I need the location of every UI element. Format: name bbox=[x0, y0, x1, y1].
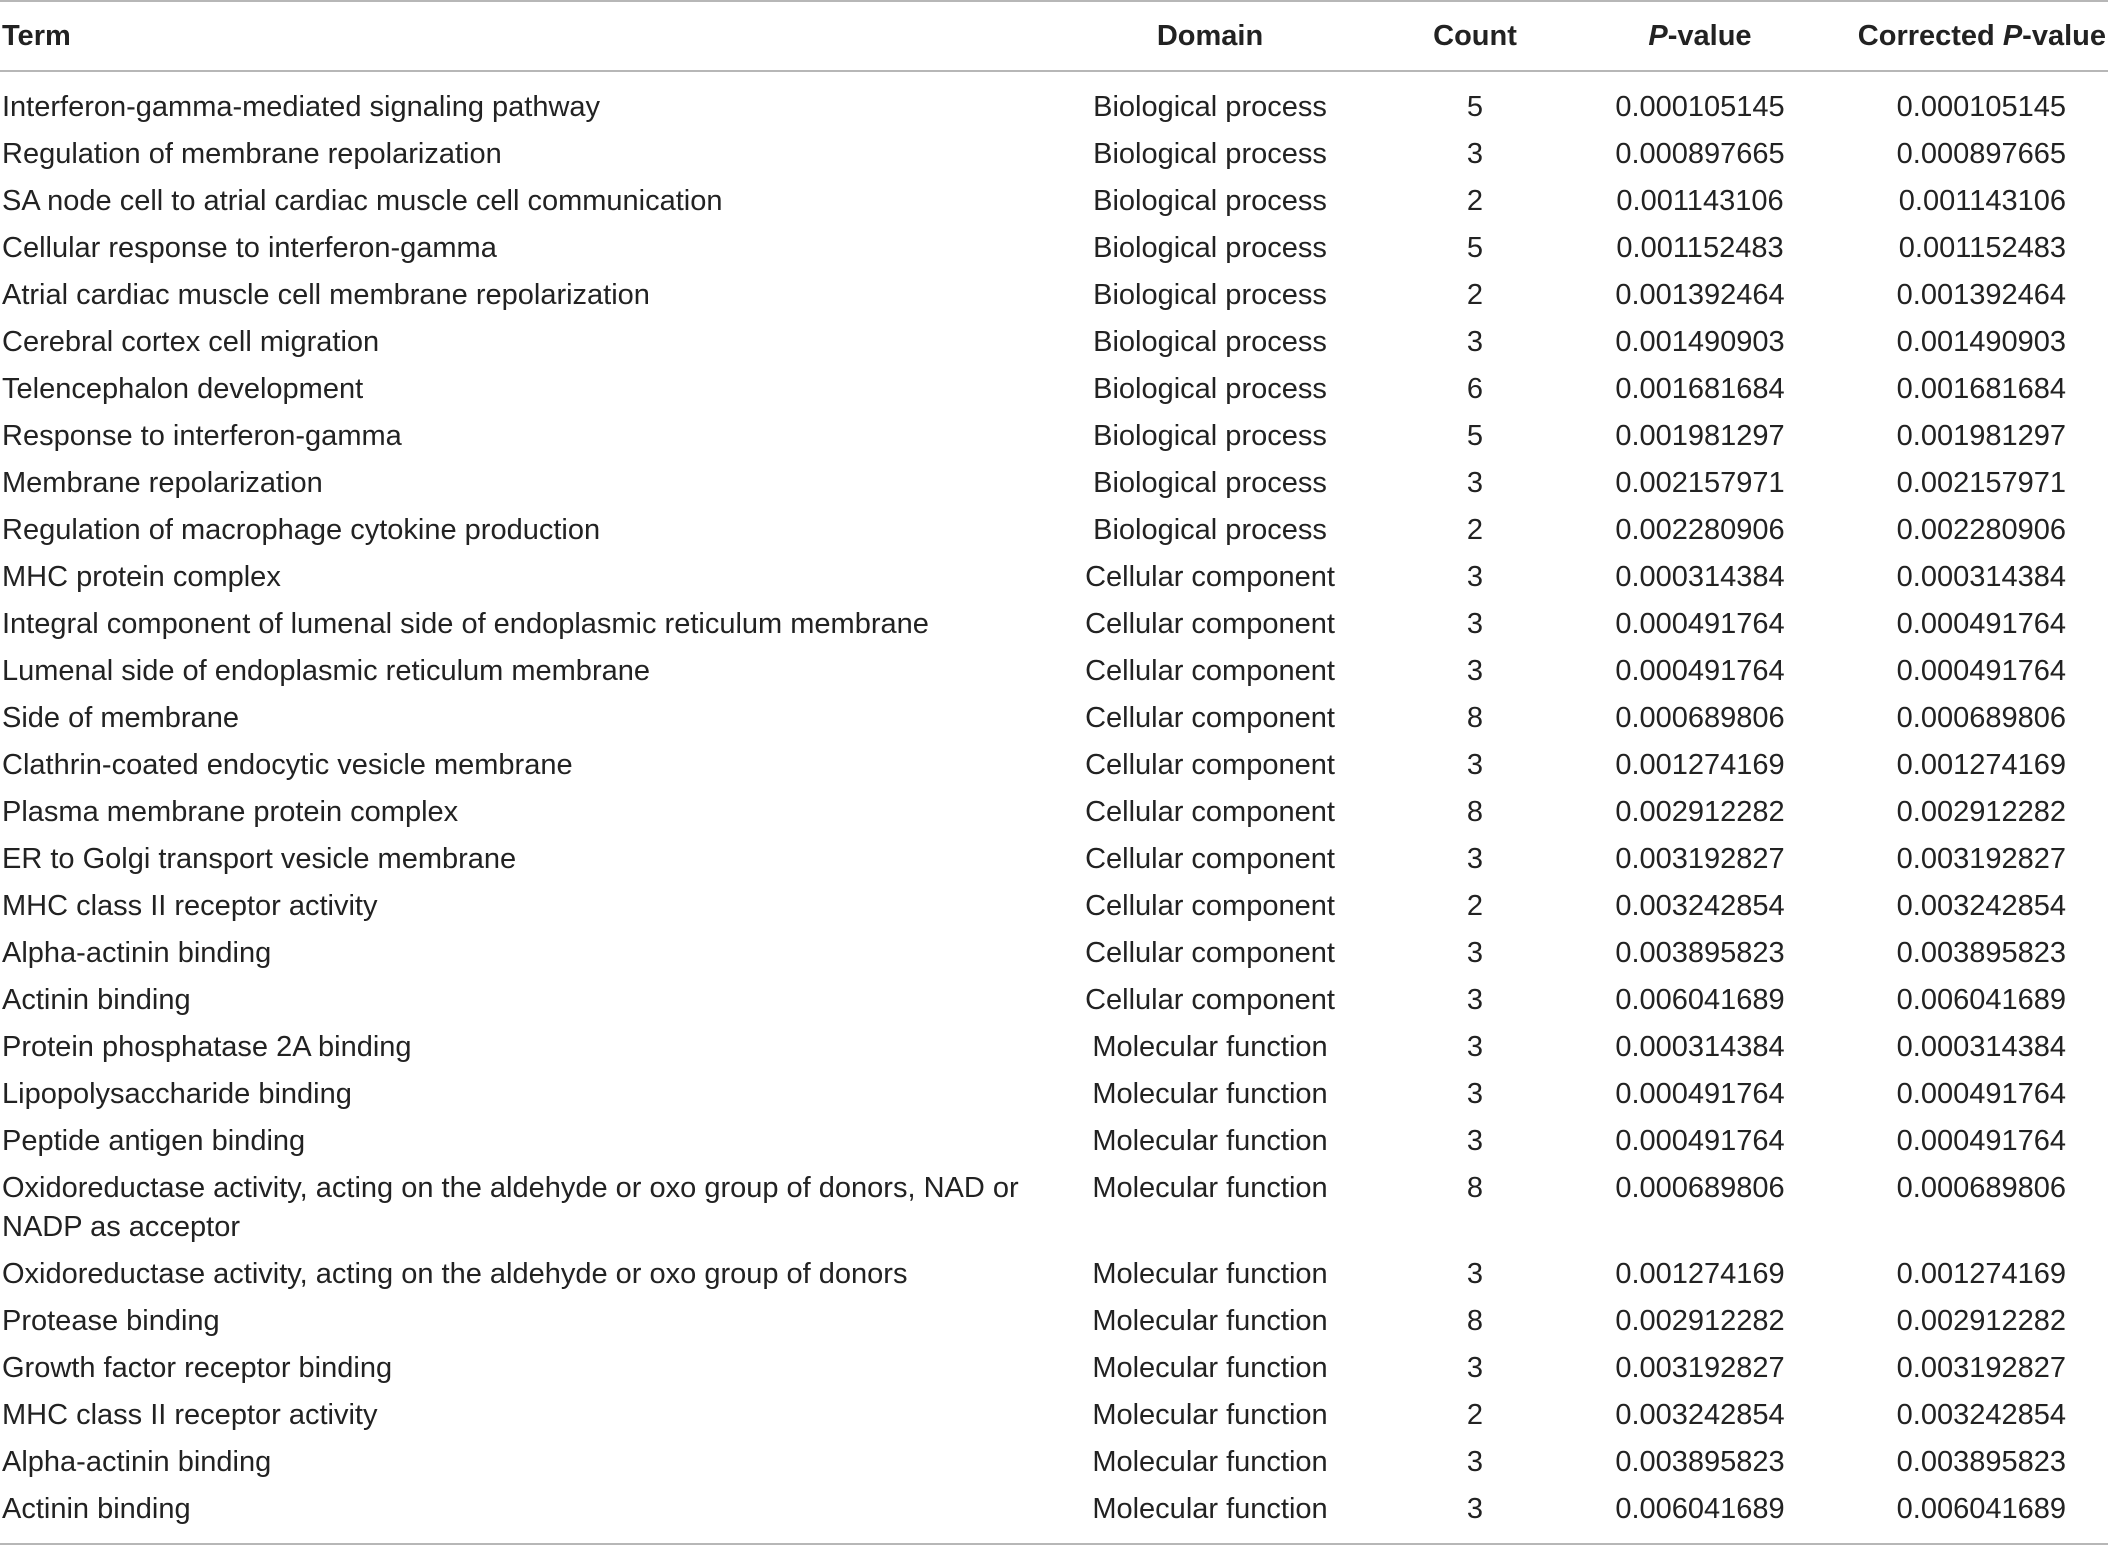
count-cell: 3 bbox=[1466, 1078, 1484, 1110]
term-cell: MHC class II receptor activity bbox=[2, 890, 378, 922]
corrected-p-value-cell: 0.003242854 bbox=[1896, 1399, 2066, 1431]
header-count: Count bbox=[1375, 1, 1575, 71]
count-cell: 3 bbox=[1466, 608, 1484, 640]
term-cell: Interferon-gamma-mediated signaling pathway bbox=[2, 91, 601, 123]
term-cell: Membrane repolarization bbox=[2, 467, 323, 499]
domain-cell: Molecular function bbox=[1092, 1258, 1328, 1290]
term-cell: Protease binding bbox=[2, 1305, 220, 1337]
corrected-p-value-cell: 0.001152483 bbox=[1898, 232, 2066, 264]
table-row bbox=[0, 695, 2108, 742]
term-cell: SA node cell to atrial cardiac muscle cell communication bbox=[2, 185, 723, 217]
p-value-cell: 0.001274169 bbox=[1615, 749, 1785, 781]
count-cell: 5 bbox=[1466, 91, 1484, 123]
domain-cell: Cellular component bbox=[1085, 608, 1335, 640]
term-cell: Response to interferon-gamma bbox=[2, 420, 402, 452]
p-value-cell: 0.000314384 bbox=[1615, 561, 1785, 593]
term-cell: Oxidoreductase activity, acting on the aldehyde or oxo group of donors bbox=[2, 1258, 908, 1290]
domain-cell: Cellular component bbox=[1085, 843, 1335, 875]
corrected-p-value-cell: 0.006041689 bbox=[1896, 984, 2066, 1016]
count-cell: 3 bbox=[1466, 1125, 1484, 1157]
corrected-p-value-cell: 0.000689806 bbox=[1896, 1172, 2066, 1204]
domain-cell: Biological process bbox=[1093, 420, 1327, 452]
p-value-cell: 0.001274169 bbox=[1615, 1258, 1785, 1290]
corrected-p-value-cell: 0.002912282 bbox=[1896, 796, 2066, 828]
p-value-cell: 0.001152483 bbox=[1616, 232, 1784, 264]
table-row bbox=[0, 460, 2108, 507]
term-cell: Regulation of membrane repolarization bbox=[2, 138, 502, 170]
p-value-cell: 0.001392464 bbox=[1615, 279, 1785, 311]
table-row bbox=[0, 789, 2108, 836]
term-cell: Integral component of lumenal side of endoplasmic reticulum membrane bbox=[2, 608, 929, 640]
term-cell: Oxidoreductase activity, acting on the aldehyde or oxo group of donors, NAD or NADP as acceptor bbox=[2, 1172, 1019, 1243]
term-cell: ER to Golgi transport vesicle membrane bbox=[2, 843, 517, 875]
domain-cell: Molecular function bbox=[1092, 1305, 1328, 1337]
table-row bbox=[0, 554, 2108, 601]
p-value-cell: 0.000491764 bbox=[1615, 1125, 1785, 1157]
p-value-cell: 0.003895823 bbox=[1615, 1446, 1785, 1478]
table-row bbox=[0, 1251, 2108, 1298]
corrected-p-value-cell: 0.001490903 bbox=[1896, 326, 2066, 358]
count-cell: 3 bbox=[1466, 984, 1484, 1016]
p-value-cell: 0.003192827 bbox=[1615, 843, 1785, 875]
corrected-p-value-cell: 0.000491764 bbox=[1896, 1125, 2066, 1157]
table-row bbox=[0, 1392, 2108, 1439]
table-body bbox=[0, 71, 2108, 1544]
p-value-cell: 0.001490903 bbox=[1615, 326, 1785, 358]
header-row bbox=[0, 1, 2108, 71]
term-cell: Alpha-actinin binding bbox=[2, 937, 272, 969]
corrected-p-value-cell: 0.003192827 bbox=[1896, 843, 2066, 875]
domain-cell: Molecular function bbox=[1092, 1078, 1328, 1110]
domain-cell: Cellular component bbox=[1085, 749, 1335, 781]
table-header bbox=[0, 1, 2108, 71]
table-row bbox=[0, 1486, 2108, 1544]
corrected-p-value-cell: 0.000491764 bbox=[1896, 1078, 2066, 1110]
domain-cell: Cellular component bbox=[1085, 796, 1335, 828]
term-cell: Atrial cardiac muscle cell membrane repolarization bbox=[2, 279, 650, 311]
count-cell: 3 bbox=[1466, 561, 1484, 593]
p-value-cell: 0.002912282 bbox=[1615, 1305, 1785, 1337]
table-row bbox=[0, 1024, 2108, 1071]
domain-cell: Cellular component bbox=[1085, 655, 1335, 687]
p-value-cell: 0.000491764 bbox=[1615, 1078, 1785, 1110]
p-value-cell: 0.003242854 bbox=[1615, 890, 1785, 922]
table-row bbox=[0, 1439, 2108, 1486]
domain-cell: Molecular function bbox=[1045, 1486, 1375, 1544]
p-value-cell: 0.002280906 bbox=[1615, 514, 1785, 546]
term-cell: Plasma membrane protein complex bbox=[2, 796, 459, 828]
domain-cell: Biological process bbox=[1093, 514, 1327, 546]
table-row bbox=[0, 977, 2108, 1024]
corrected-p-value-cell: 0.001981297 bbox=[1896, 420, 2066, 452]
count-cell: 2 bbox=[1466, 514, 1484, 546]
count-cell: 2 bbox=[1466, 185, 1484, 217]
p-value-cell: 0.000689806 bbox=[1615, 702, 1785, 734]
table-row bbox=[0, 1118, 2108, 1165]
header-cp-prefix: Corrected bbox=[1857, 19, 2003, 52]
term-cell: Side of membrane bbox=[2, 702, 239, 734]
table-row bbox=[0, 1345, 2108, 1392]
table-row bbox=[0, 601, 2108, 648]
count-cell: 5 bbox=[1466, 420, 1484, 452]
table-row bbox=[0, 930, 2108, 977]
domain-cell: Molecular function bbox=[1092, 1125, 1328, 1157]
domain-cell: Biological process bbox=[1093, 138, 1327, 170]
term-cell: Peptide antigen binding bbox=[2, 1125, 306, 1157]
p-value-cell: 0.003895823 bbox=[1615, 937, 1785, 969]
count-cell: 3 bbox=[1466, 1258, 1484, 1290]
table-row bbox=[0, 1071, 2108, 1118]
term-cell: Lumenal side of endoplasmic reticulum membrane bbox=[2, 655, 650, 687]
header-domain: Domain bbox=[1045, 1, 1375, 71]
domain-cell: Molecular function bbox=[1092, 1446, 1328, 1478]
p-value-cell: 0.006041689 bbox=[1615, 984, 1785, 1016]
p-value-cell: 0.000491764 bbox=[1615, 608, 1785, 640]
term-cell: Regulation of macrophage cytokine production bbox=[2, 514, 601, 546]
header-term: Term bbox=[0, 1, 1045, 71]
count-cell: 2 bbox=[1466, 1399, 1484, 1431]
domain-cell: Biological process bbox=[1093, 279, 1327, 311]
p-value-cell: 0.006041689 bbox=[1575, 1486, 1825, 1544]
domain-cell: Molecular function bbox=[1092, 1399, 1328, 1431]
p-value-cell: 0.003192827 bbox=[1615, 1352, 1785, 1384]
term-cell: Cerebral cortex cell migration bbox=[2, 326, 380, 358]
corrected-p-value-cell: 0.002157971 bbox=[1896, 467, 2066, 499]
table-row bbox=[0, 648, 2108, 695]
count-cell: 3 bbox=[1466, 1031, 1484, 1063]
domain-cell: Molecular function bbox=[1092, 1031, 1328, 1063]
corrected-p-value-cell: 0.000105145 bbox=[1896, 91, 2066, 123]
count-cell: 3 bbox=[1466, 1352, 1484, 1384]
corrected-p-value-cell: 0.001143106 bbox=[1898, 185, 2066, 217]
term-cell: Cellular response to interferon-gamma bbox=[2, 232, 497, 264]
term-cell: Protein phosphatase 2A binding bbox=[2, 1031, 412, 1063]
term-cell: Clathrin-coated endocytic vesicle membrane bbox=[2, 749, 573, 781]
domain-cell: Cellular component bbox=[1085, 890, 1335, 922]
domain-cell: Cellular component bbox=[1085, 984, 1335, 1016]
p-value-cell: 0.001981297 bbox=[1615, 420, 1785, 452]
corrected-p-value-cell: 0.000491764 bbox=[1896, 655, 2066, 687]
table-row bbox=[0, 131, 2108, 178]
p-value-cell: 0.002157971 bbox=[1615, 467, 1785, 499]
corrected-p-value-cell: 0.002280906 bbox=[1896, 514, 2066, 546]
table-row bbox=[0, 319, 2108, 366]
count-cell: 8 bbox=[1466, 796, 1484, 828]
corrected-p-value-cell: 0.000314384 bbox=[1896, 1031, 2066, 1063]
corrected-p-value-cell: 0.003895823 bbox=[1896, 937, 2066, 969]
domain-cell: Molecular function bbox=[1092, 1172, 1328, 1204]
header-cp-rest: -value bbox=[2022, 19, 2106, 52]
p-value-cell: 0.000105145 bbox=[1615, 91, 1785, 123]
domain-cell: Cellular component bbox=[1085, 937, 1335, 969]
table-row bbox=[0, 507, 2108, 554]
domain-cell: Cellular component bbox=[1085, 561, 1335, 593]
count-cell: 3 bbox=[1466, 1446, 1484, 1478]
count-cell: 3 bbox=[1466, 467, 1484, 499]
term-cell: Alpha-actinin binding bbox=[2, 1446, 272, 1478]
p-value-cell: 0.002912282 bbox=[1615, 796, 1785, 828]
corrected-p-value-cell: 0.001681684 bbox=[1896, 373, 2066, 405]
corrected-p-value-cell: 0.006041689 bbox=[1825, 1486, 2108, 1544]
corrected-p-value-cell: 0.003242854 bbox=[1896, 890, 2066, 922]
table-row bbox=[0, 413, 2108, 460]
p-value-cell: 0.000689806 bbox=[1615, 1172, 1785, 1204]
p-value-cell: 0.000491764 bbox=[1615, 655, 1785, 687]
corrected-p-value-cell: 0.001274169 bbox=[1896, 1258, 2066, 1290]
domain-cell: Biological process bbox=[1093, 373, 1327, 405]
header-cp-italic: P bbox=[2002, 19, 2023, 52]
term-cell: MHC protein complex bbox=[2, 561, 281, 593]
domain-cell: Biological process bbox=[1093, 185, 1327, 217]
header-p-italic: P bbox=[1648, 19, 1668, 52]
table-row bbox=[0, 836, 2108, 883]
term-cell: MHC class II receptor activity bbox=[2, 1399, 378, 1431]
corrected-p-value-cell: 0.002912282 bbox=[1896, 1305, 2066, 1337]
term-cell: Actinin binding bbox=[2, 984, 191, 1016]
corrected-p-value-cell: 0.000314384 bbox=[1896, 561, 2066, 593]
domain-cell: Cellular component bbox=[1085, 702, 1335, 734]
count-cell: 6 bbox=[1466, 373, 1484, 405]
domain-cell: Biological process bbox=[1093, 232, 1327, 264]
term-cell: Lipopolysaccharide binding bbox=[2, 1078, 352, 1110]
table-row bbox=[0, 71, 2108, 131]
count-cell: 8 bbox=[1466, 1172, 1484, 1204]
table-row bbox=[0, 883, 2108, 930]
corrected-p-value-cell: 0.000491764 bbox=[1896, 608, 2066, 640]
count-cell: 3 bbox=[1466, 655, 1484, 687]
term-cell: Growth factor receptor binding bbox=[2, 1352, 393, 1384]
header-p-rest: -value bbox=[1667, 19, 1752, 52]
p-value-cell: 0.003242854 bbox=[1615, 1399, 1785, 1431]
count-cell: 8 bbox=[1466, 1305, 1484, 1337]
p-value-cell: 0.000897665 bbox=[1615, 138, 1785, 170]
header-p-value bbox=[1575, 1, 1825, 71]
table-row bbox=[0, 742, 2108, 789]
p-value-cell: 0.001143106 bbox=[1616, 185, 1784, 217]
count-cell: 3 bbox=[1466, 937, 1484, 969]
p-value-cell: 0.001681684 bbox=[1615, 373, 1785, 405]
count-cell: 2 bbox=[1466, 279, 1484, 311]
table-row bbox=[0, 1298, 2108, 1345]
term-cell: Telencephalon development bbox=[2, 373, 364, 405]
table-row bbox=[0, 225, 2108, 272]
corrected-p-value-cell: 0.003192827 bbox=[1896, 1352, 2066, 1384]
domain-cell: Biological process bbox=[1093, 467, 1327, 499]
table-row bbox=[0, 272, 2108, 319]
table-row bbox=[0, 1165, 2108, 1251]
corrected-p-value-cell: 0.000689806 bbox=[1896, 702, 2066, 734]
table-row bbox=[0, 366, 2108, 413]
p-value-cell: 0.000314384 bbox=[1615, 1031, 1785, 1063]
corrected-p-value-cell: 0.000897665 bbox=[1896, 138, 2066, 170]
header-corrected-p-value bbox=[1825, 1, 2108, 71]
term-cell: Actinin binding bbox=[0, 1486, 1045, 1544]
domain-cell: Molecular function bbox=[1092, 1352, 1328, 1384]
count-cell: 3 bbox=[1466, 843, 1484, 875]
domain-cell: Biological process bbox=[1093, 326, 1327, 358]
count-cell: 8 bbox=[1466, 702, 1484, 734]
count-cell: 2 bbox=[1466, 890, 1484, 922]
count-cell: 3 bbox=[1466, 326, 1484, 358]
corrected-p-value-cell: 0.003895823 bbox=[1896, 1446, 2066, 1478]
count-cell: 5 bbox=[1466, 232, 1484, 264]
count-cell: 3 bbox=[1375, 1486, 1575, 1544]
corrected-p-value-cell: 0.001392464 bbox=[1896, 279, 2066, 311]
table-row bbox=[0, 178, 2108, 225]
domain-cell: Biological process bbox=[1093, 91, 1327, 123]
count-cell: 3 bbox=[1466, 749, 1484, 781]
count-cell: 3 bbox=[1466, 138, 1484, 170]
corrected-p-value-cell: 0.001274169 bbox=[1896, 749, 2066, 781]
